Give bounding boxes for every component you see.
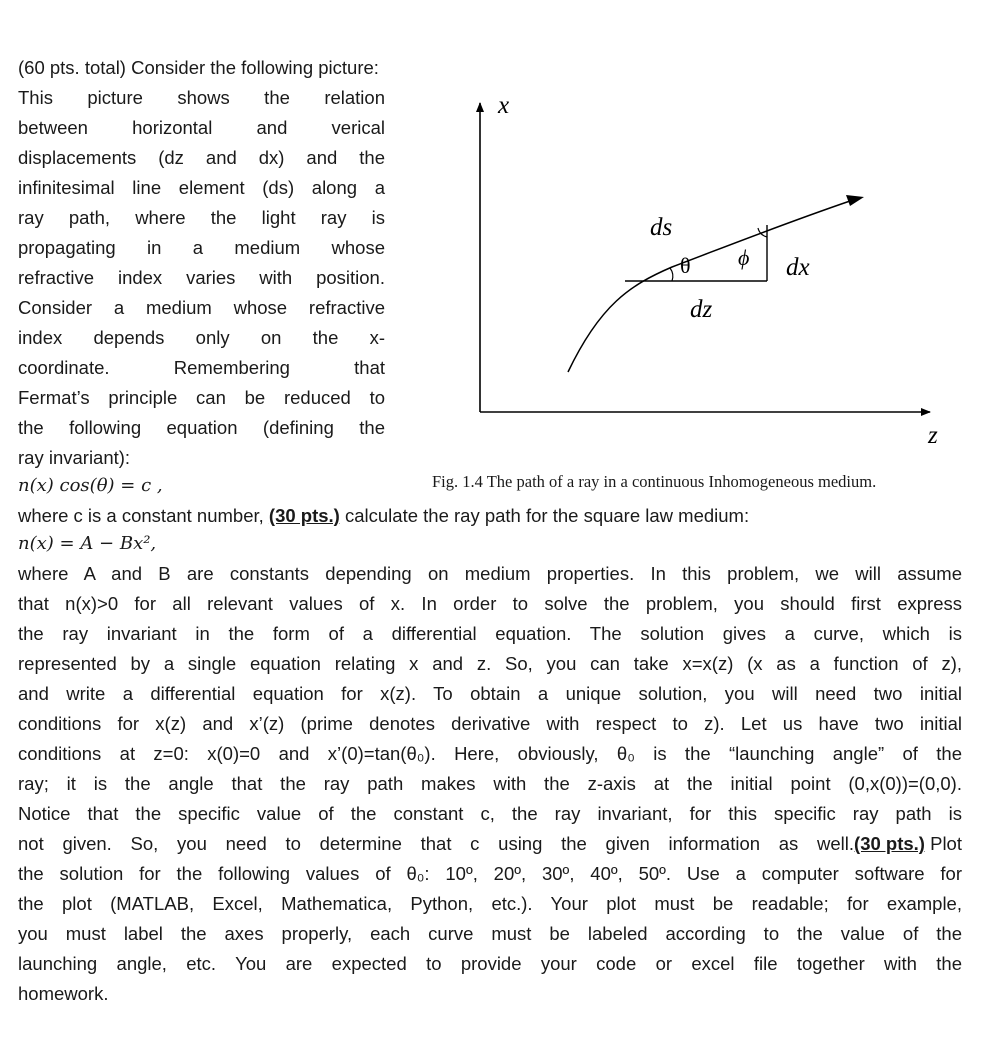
body-line: conditions at z=0: x(0)=0 and x’(0)=tan(θ₀). Here, obviously, θ₀ is the “launching angle” of the	[18, 743, 962, 764]
figure-caption: Fig. 1.4 The path of a ray in a continuous Inhomogeneous medium.	[432, 472, 877, 491]
body-line: Notice that the specific value of the constant c, the ray invariant, for this specific ray path is	[18, 803, 962, 824]
equation-square-law: n(x) = A − Bx²,	[18, 533, 157, 554]
body-line: the ray invariant in the form of a differential equation. The solution gives a curve, which is	[18, 623, 962, 644]
body-line: that n(x)>0 for all relevant values of x. In order to solve the problem, you should first express	[18, 593, 962, 614]
body-line-tail: Plot	[924, 833, 962, 854]
body-line: the plot (MATLAB, Excel, Mathematica, Python, etc.). Your plot must be readable; for example,	[18, 893, 962, 914]
dx-label: dx	[786, 254, 810, 281]
body-line: and write a differential equation for x(z). To obtain a unique solution, you will need two initial	[18, 683, 962, 704]
z-axis-label: z	[928, 422, 938, 449]
dz-label: dz	[690, 296, 713, 323]
body-line: represented by a single equation relating x and z. So, you can take x=x(z) (x as a function of z),	[18, 653, 962, 674]
body-line: homework.	[18, 983, 109, 1004]
body-line-text: not given. So, you need to determine that c using the given information as well.	[18, 833, 855, 854]
constant-c-text: where c is a constant number,	[18, 505, 269, 526]
left-line: displacements (dz and dx) and the	[18, 147, 385, 168]
equation-ray-invariant: n(x) cos(θ) = c ,	[18, 475, 163, 496]
left-line: This picture shows the relation	[18, 87, 385, 108]
left-line: the following equation (defining the	[18, 417, 385, 438]
theta-arc	[670, 268, 673, 281]
body-line: conditions for x(z) and x’(z) (prime denotes derivative with respect to z). Let us have two initial	[18, 713, 962, 734]
ds-label: ds	[650, 214, 673, 241]
theta-label: θ	[680, 253, 691, 278]
constant-c-line	[18, 503, 749, 529]
left-line: coordinate. Remembering that	[18, 357, 385, 378]
left-line: Fermat’s principle can be reduced to	[18, 387, 385, 408]
ray-arrowhead	[846, 195, 864, 206]
body-line: you must label the axes properly, each curve must be labeled according to the value of the	[18, 923, 962, 944]
left-line: ray invariant):	[18, 447, 131, 468]
constant-c-text-after: calculate the ray path for the square law medium:	[339, 505, 750, 526]
phi-label: ϕ	[738, 245, 750, 270]
points-label: (30 pts.)	[854, 833, 925, 854]
left-line: index depends only on the x-	[18, 327, 385, 348]
body-line: launching angle, etc. You are expected to provide your code or excel file together with the	[18, 953, 962, 974]
points-label: (30 pts.)	[268, 505, 340, 526]
body-line: the solution for the following values of θ₀: 10º, 20º, 30º, 40º, 50º. Use a computer software for	[18, 863, 962, 884]
body-line: where A and B are constants depending on medium properties. In this problem, we will assume	[18, 563, 962, 584]
left-line: propagating in a medium whose	[18, 237, 385, 258]
intro-line: (60 pts. total) Consider the following picture:	[18, 57, 379, 78]
body-line-points	[18, 831, 962, 857]
left-line: refractive index varies with position.	[18, 267, 385, 288]
body-line: ray; it is the angle that the ray path makes with the z-axis at the initial point (0,x(0))=(0,0).	[18, 773, 962, 794]
left-line: infinitesimal line element (ds) along a	[18, 177, 385, 198]
left-line: between horizontal and verical	[18, 117, 385, 138]
ray-path-figure	[440, 85, 984, 470]
left-line: ray path, where the light ray is	[18, 207, 385, 228]
left-line: Consider a medium whose refractive	[18, 297, 385, 318]
x-axis-label: x	[498, 92, 510, 119]
ray-path-curve	[568, 201, 850, 372]
